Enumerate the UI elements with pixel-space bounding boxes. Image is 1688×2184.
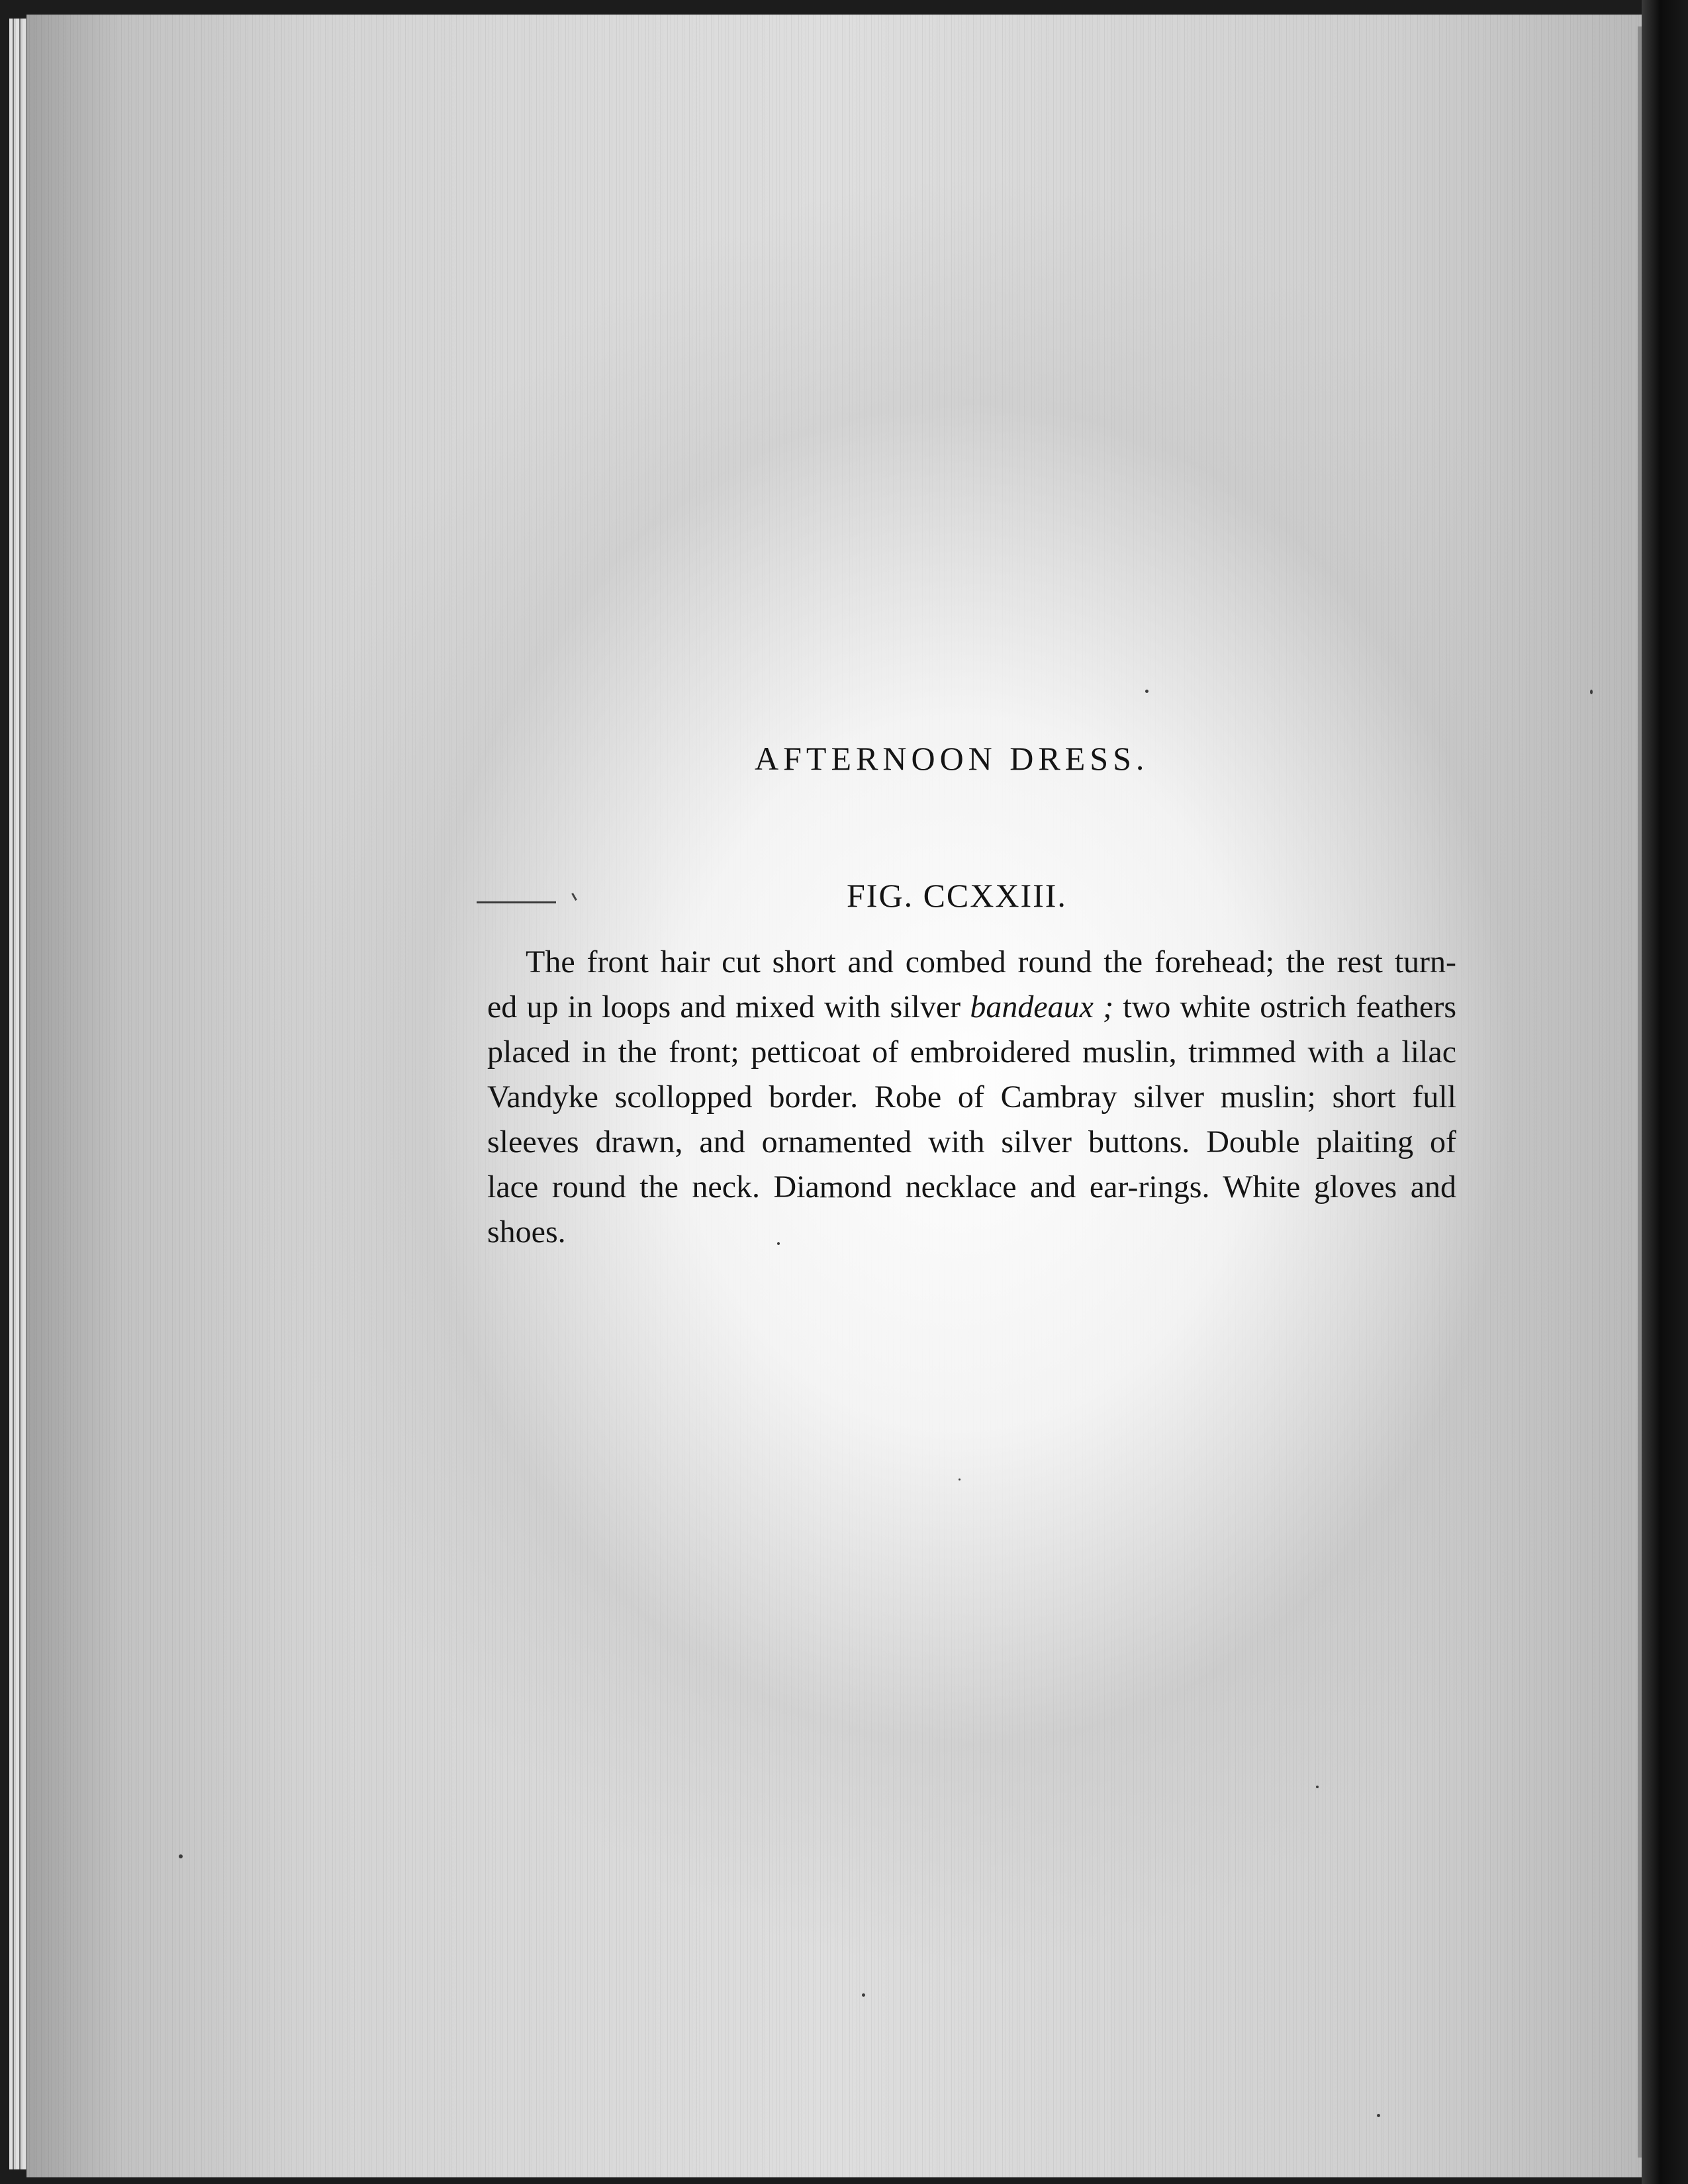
speck bbox=[1377, 2114, 1380, 2117]
speck bbox=[1590, 690, 1593, 694]
speck bbox=[1316, 1786, 1319, 1788]
speck bbox=[777, 1242, 780, 1245]
speck bbox=[862, 1993, 865, 1997]
speck bbox=[179, 1854, 183, 1858]
description-line-2 bbox=[487, 985, 1456, 1030]
description-line-2-italic: bandeaux ; bbox=[970, 989, 1114, 1024]
figure-title: FIG. CCXXIII. bbox=[847, 877, 1067, 914]
page-heading: AFTERNOON DRESS. bbox=[755, 740, 1149, 777]
description-line-4: Vandyke scollopped border. Robe of Cambray silver muslin; short full bbox=[487, 1079, 1456, 1115]
figure-description bbox=[487, 940, 1456, 1255]
dash-mark bbox=[477, 901, 556, 903]
speck bbox=[1145, 690, 1149, 693]
binding bbox=[1642, 0, 1688, 2184]
tick-mark bbox=[571, 893, 577, 901]
description-line-6: lace round the neck. Diamond necklace and ear-rings. White gloves and bbox=[487, 1169, 1456, 1205]
description-line-2-start: ed up in loops and mixed with silver bbox=[487, 989, 961, 1024]
speck bbox=[959, 1479, 961, 1480]
description-line-2-end: two white ostrich feathers bbox=[1123, 989, 1457, 1024]
description-line-1: The front hair cut short and combed round the forehead; the rest turn- bbox=[526, 944, 1456, 979]
description-line-5: sleeves drawn, and ornamented with silver buttons. Double plaiting of bbox=[487, 1124, 1456, 1160]
page bbox=[26, 15, 1642, 2177]
description-line-7: shoes. bbox=[487, 1214, 566, 1250]
description-line-3: placed in the front; petticoat of embroidered muslin, trimmed with a lilac bbox=[487, 1034, 1456, 1069]
